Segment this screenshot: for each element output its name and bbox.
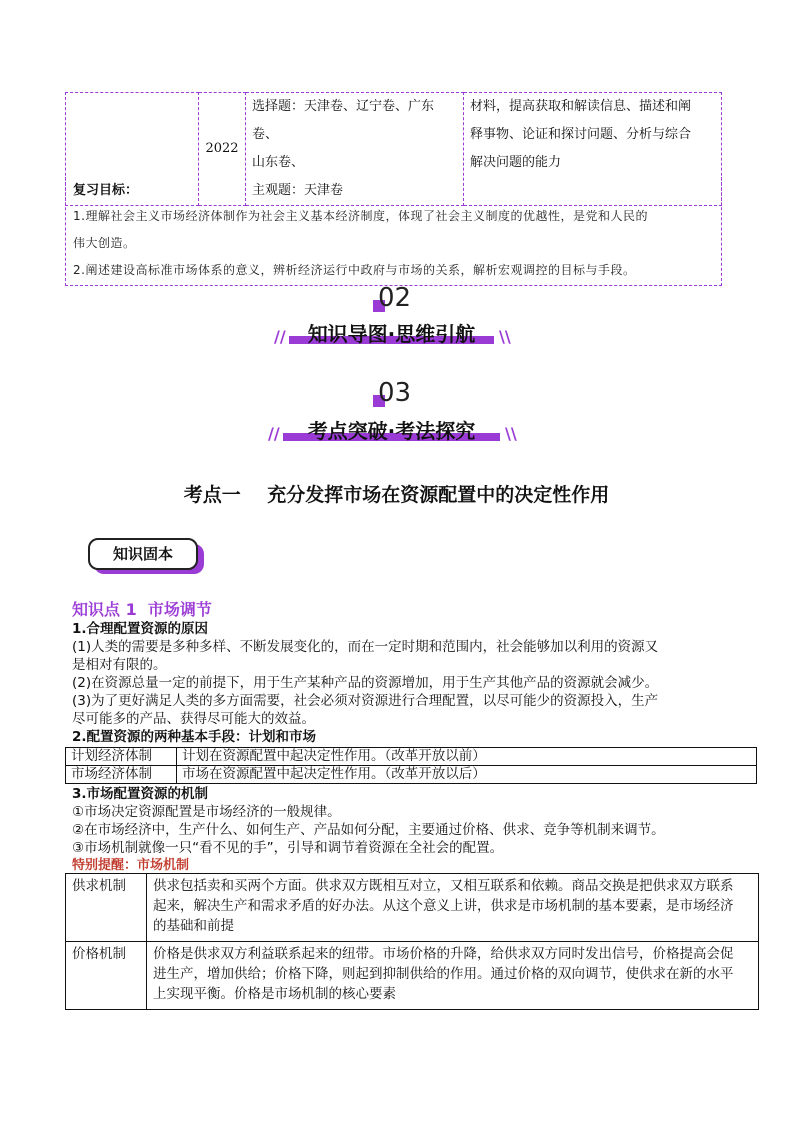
text-line: 尽可能多的产品、获得尽可能大的效益。 [72,711,315,727]
table-cell [147,874,759,942]
review-goals-title: 复习目标： [73,183,139,198]
text-line: ②在市场经济中，生产什么、如何生产、产品如何分配，主要通过价格、供求、竞争等机制来调节。 [72,822,665,838]
exam-line: 选择题：天津卷、辽宁卷、广东卷、 [252,99,435,142]
table-cell: 计划在资源配置中起决定性作用。（改革开放以前） [177,748,757,766]
slash-decoration: // [268,424,280,443]
table-cell [147,942,759,1010]
subsection-heading: 2.配置资源的两种基本手段：计划和市场 [72,729,317,745]
cell-line: 起来，解决生产和需求矛盾的好办法。从这个意义上讲，供求是市场机制的基本要素，是市场经济 [153,898,734,914]
allocation-table [65,747,757,784]
table-cell: 计划经济体制 [66,748,177,766]
text-line: (3)为了更好满足人类的多方面需要，社会必须对资源进行合理配置，以尽可能少的资源投入，生产 [72,693,659,709]
section-title: 考点突破·考法探究 [307,419,476,443]
goal-line: 2.阐述建设高标准市场体系的意义，辨析经济运行中政府与市场的关系，解析宏观调控的目标与手段。 [73,263,636,277]
text-line: ③市场机制就像一只“看不见的手”，引导和调节着资源在全社会的配置。 [72,840,504,856]
review-goals-box [65,177,722,286]
subsection-heading: 1.合理配置资源的原因 [72,621,209,637]
table-row [66,766,757,784]
table-cell: 供求机制 [66,874,147,942]
goal-line: 1.理解社会主义市场经济体制作为社会主义基本经济制度，体现了社会主义制度的优越性，是党和人民的 [73,209,648,223]
knowledge-point-heading: 知识点 1 市场调节 [72,600,212,619]
text-line: (1)人类的需要是多种多样、不断发展变化的，而在一定时期和范围内，社会能够加以利用的资源又 [72,639,659,655]
knowledge-badge [88,538,204,574]
text-line: (2)在资源总量一定的前提下，用于生产某种产品的资源增加，用于生产其他产品的资源就会减少。 [72,675,659,691]
subsection-heading: 3.市场配置资源的机制 [72,786,209,802]
cell-line: 进生产，增加供给；价格下降，则起到抑制供给的作用。通过价格的双向调节，使供求在新的水平 [153,966,734,982]
kaodian-title: 考点一 充分发挥市场在资源配置中的决定性作用 [183,484,610,506]
text-line: ①市场决定资源配置是市场经济的一般规律。 [72,804,341,820]
table-row [66,942,759,1010]
table-cell: 价格机制 [66,942,147,1010]
slash-decoration: \\ [505,424,517,443]
exam-line: 山东卷、 [252,155,305,170]
table-cell: 市场在资源配置中起决定性作用。（改革开放以后） [177,766,757,784]
section-title: 知识导图·思维引航 [307,322,476,346]
exam-line: 主观题：天津卷 [252,183,344,198]
badge-label: 知识固本 [88,538,198,570]
table-cell: 市场经济体制 [66,766,177,784]
cell-line: 的基础和前提 [153,918,234,934]
table-row [66,874,759,942]
section-number: 02 [378,283,412,313]
text-line: 是相对有限的。 [72,657,167,673]
cell-line: 价格是供求双方利益联系起来的纽带。市场价格的升降，给供求双方同时发出信号，价格提高会促 [153,946,734,962]
table-row [66,748,757,766]
cell-line: 供求包括卖和买两个方面。供求双方既相互对立，又相互联系和依赖。商品交换是把供求双方联系 [153,878,734,894]
mechanism-table [65,873,759,1010]
ability-line: 材料，提高获取和解读信息、描述和阐 [470,99,692,114]
year-cell: 2022 [199,93,246,206]
goal-line: 伟大创造。 [73,236,136,250]
slash-decoration: \\ [499,327,511,346]
cell-line: 上实现平衡。价格是市场机制的核心要素 [153,986,396,1002]
section-number: 03 [378,378,412,408]
tip-heading: 特别提醒：市场机制 [72,858,190,873]
ability-line: 释事物、论证和探讨问题、分析与综合 [470,127,692,142]
ability-line: 解决问题的能力 [470,155,562,170]
slash-decoration: // [274,327,286,346]
